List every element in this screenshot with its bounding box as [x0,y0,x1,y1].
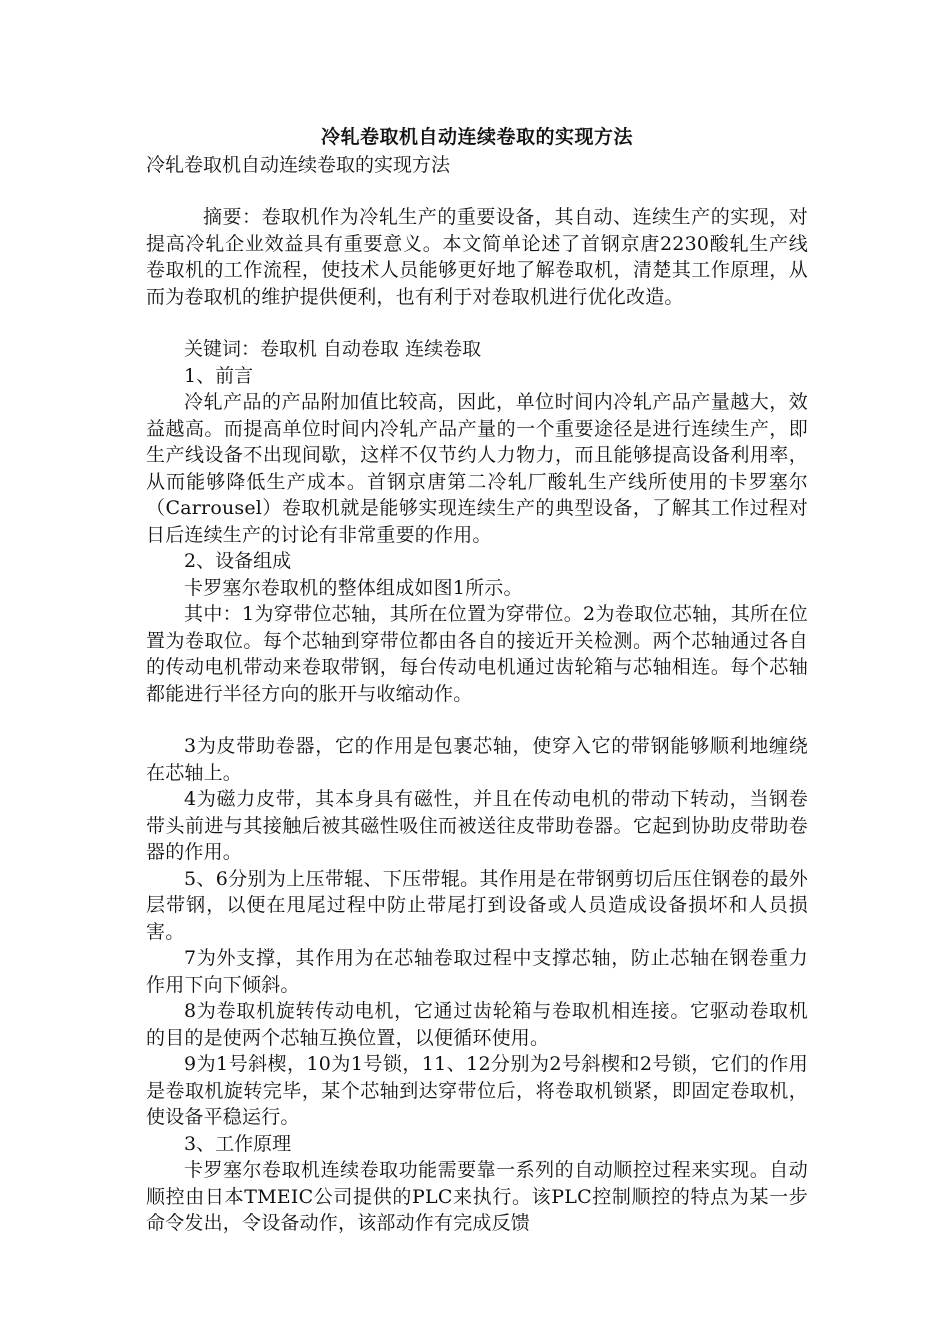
section-heading-preface: 1、前言 [184,364,254,387]
equipment-paragraph-6: 7为外支撑，其作用为在芯轴卷取过程中支撑芯轴，防止芯轴在钢卷重力作用下向下倾斜。 [146,947,808,996]
equipment-paragraph-2: 其中：1为穿带位芯轴，其所在位置为穿带位。2为卷取位芯轴，其所在位置为卷取位。每个芯轴到穿带位都由各自的接近开关检测。两个芯轴通过各自的传动电机带动来卷取带钢，每台传动电机通过齿轮箱与芯轴相连。每个芯轴都能进行半径方向的胀开与收缩动作。 [146,603,808,705]
equipment-paragraph-5: 5、6分别为上压带辊、下压带辊。其作用是在带钢剪切后压住钢卷的最外层带钢，以便在甩尾过程中防止带尾打到设备或人员造成设备损坏和人员损害。 [146,867,808,943]
preface-paragraph: 冷轧产品的产品附加值比较高，因此，单位时间内冷轧产品产量越大，效益越高。而提高单位时间内冷轧产品产量的一个重要途径是进行连续生产，即生产线设备不出现间歇，这样不仅节约人力物力，而且能够提高设备利用率，从而能够降低生产成本。首钢京唐第二冷轧厂酸轧生产线所使用的卡罗塞尔（Carrousel）卷取机就是能够实现连续生产的典型设备，了解其工作过程对日后连续生产的讨论有非常重要的作用。 [146,391,808,546]
equipment-paragraph-3: 3为皮带助卷器，它的作用是包裹芯轴，使穿入它的带钢能够顺利地缠绕在芯轴上。 [146,735,808,784]
section-heading-principle: 3、工作原理 [184,1132,292,1155]
blank-line [146,178,808,204]
equipment-paragraph-4: 4为磁力皮带，其本身具有磁性，并且在传动电机的带动下转动，当钢卷带头前进与其接触后被其磁性吸住而被送往皮带助卷器。它起到协助皮带助卷器的作用。 [146,788,808,863]
equipment-paragraph-1: 卡罗塞尔卷取机的整体组成如图1所示。 [184,576,523,599]
principle-paragraph-1: 卡罗塞尔卷取机连续卷取功能需要靠一系列的自动顺控过程来实现。自动顺控由日本TMEIC公司提供的PLC来执行。该PLC控制顺控的特点为某一步命令发出，令设备动作，该部动作有完成反馈 [146,1159,808,1234]
keywords-line: 关键词：卷取机 自动卷取 连续卷取 [184,338,482,360]
equipment-paragraph-7: 8为卷取机旋转传动电机，它通过齿轮箱与卷取机相连接。它驱动卷取机的目的是使两个芯轴互换位置，以便循环使用。 [146,1000,808,1049]
blank-line [146,707,808,733]
document-title: 冷轧卷取机自动连续卷取的实现方法 [320,126,633,148]
section-heading-equipment: 2、设备组成 [184,550,292,572]
equipment-paragraph-8: 9为1号斜楔，10为1号锁，11、12分别为2号斜楔和2号锁，它们的作用是卷取机旋转完毕，某个芯轴到达穿带位后，将卷取机锁紧，即固定卷取机，使设备平稳运行。 [146,1053,808,1128]
blank-line [146,310,808,336]
document-subtitle: 冷轧卷取机自动连续卷取的实现方法 [146,154,451,176]
document-body [146,122,808,1237]
abstract-paragraph: 摘要：卷取机作为冷轧生产的重要设备，其自动、连续生产的实现，对提高冷轧企业效益具有重要意义。本文简单论述了首钢京唐2230酸轧生产线卷取机的工作流程，使技术人员能够更好地了解卷取机，清楚其工作原理，从而为卷取机的维护提供便利，也有利于对卷取机进行优化改造。 [146,206,808,308]
